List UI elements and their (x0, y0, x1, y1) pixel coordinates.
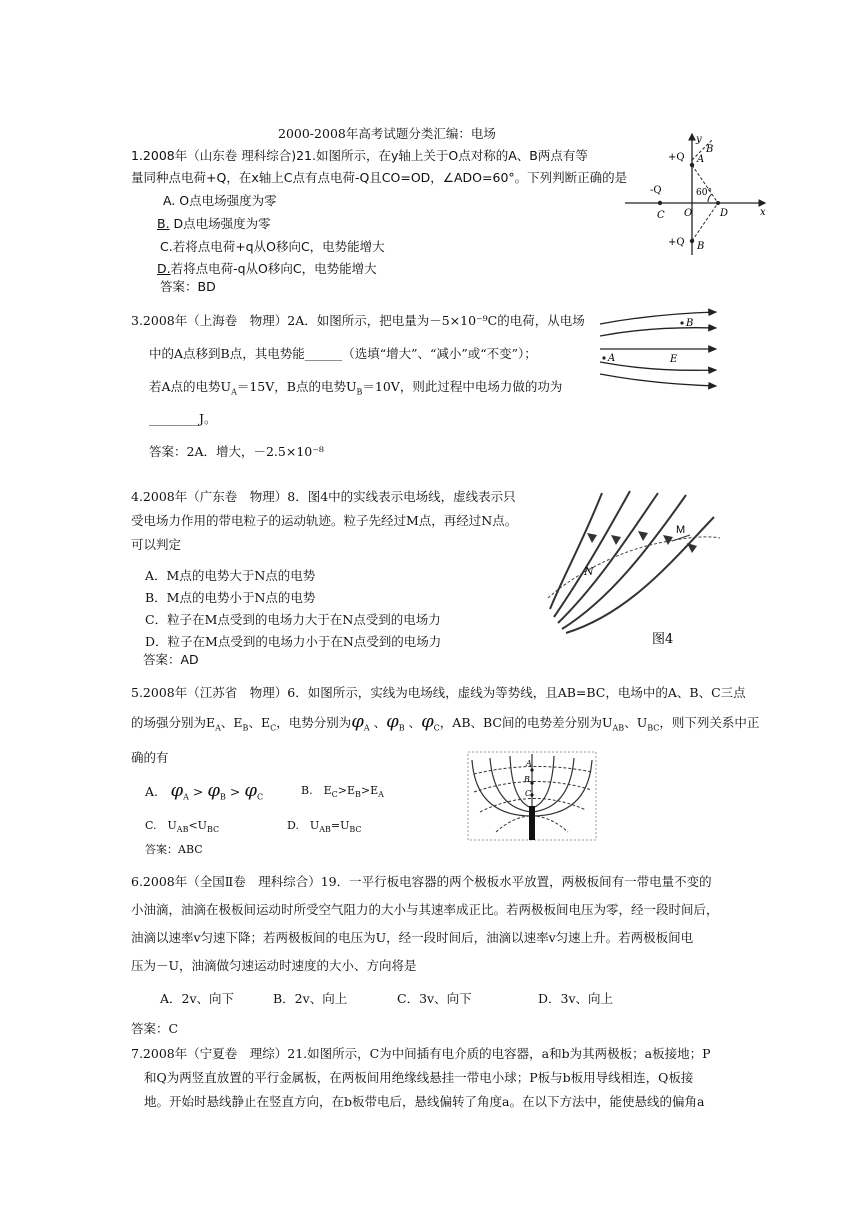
field-line (600, 374, 716, 386)
q5-text: 、E (248, 715, 271, 730)
label-o: O (684, 208, 693, 219)
label-a: A (697, 154, 705, 165)
q5-sub: AB (319, 825, 331, 835)
q1-option-d-text: 若将点电荷-q从O移向C，电势能增大 (170, 261, 377, 276)
q1-answer: 答案：BD (160, 279, 216, 294)
q5-text: ，AB、BC间的电势差分别为U (439, 715, 613, 730)
field-line (550, 493, 602, 609)
q5-text: >E (360, 784, 379, 797)
q1-option-a: A. O点电场强度为零 (163, 193, 277, 208)
q1-line2: 量同种点电荷+Q，在x轴上C点有点电荷-Q且CO=OD，∠ADO=60°。下列判断正确的是 (131, 170, 628, 185)
q5-option-c (145, 818, 219, 838)
q5-sub: BC (349, 825, 362, 835)
phi-symbol: φ (244, 780, 257, 801)
arrow (687, 543, 697, 553)
q5-line1: 5.2008年（江苏省 物理）6．如图所示，实线为电场线，虚线为等势线，且AB=BC，电场中的A、B、C三点 (131, 685, 746, 700)
line-bd (692, 203, 718, 241)
q6-line3: 油滴以速率v匀速下降；若两极板间的电压为U，经一段时间后，油滴以速率v匀速上升。若两极板间电 (131, 930, 694, 945)
q5-sub: C (256, 792, 264, 802)
label-y: y (696, 134, 702, 145)
q4-option-c: C．粒子在M点受到的电场力大于在N点受到的电场力 (145, 612, 441, 627)
q7-line1: 7.2008年（宁夏卷 理综）21.如图所示，C为中间插有电介质的电容器，a和b为其两极板；a板接地；P (131, 1046, 711, 1061)
label-b: B (686, 318, 694, 329)
arrow (611, 535, 621, 545)
phi-symbol: φ (351, 711, 364, 732)
q3-line3-sub-b: B (356, 387, 363, 397)
q5-text: B. E (301, 784, 332, 797)
label-e: E (670, 354, 678, 365)
label-a: A (526, 759, 532, 768)
q5-text: 、U (624, 715, 648, 730)
q4-figure (540, 483, 730, 648)
arrow (663, 535, 673, 545)
q5-sub: C (270, 723, 277, 733)
q5-line3: 确的有 (131, 750, 169, 765)
field-line (562, 495, 686, 629)
q5-gt: > (229, 784, 241, 799)
q5-sub: B (355, 790, 361, 800)
q5-sub: A (363, 723, 370, 733)
q6-line1: 6.2008年（全国Ⅱ卷 理科综合）19．一平行板电容器的两个极板水平放置，两极板间有一带电量不变的 (131, 874, 712, 889)
q5-gt: > (192, 784, 204, 799)
q5-sub: BC (206, 825, 220, 835)
label-d: D (720, 208, 729, 219)
q5-sub: A (215, 723, 221, 733)
q5-option-b (301, 783, 384, 803)
q7-line2: 和Q为两竖直放置的平行金属板，在两板间用绝缘线悬挂一带电小球；P板与b板用导线相连，Q板接 (144, 1070, 694, 1085)
q5-sub: B (398, 723, 405, 733)
q6-option-c: C．3v、向下 (397, 991, 472, 1006)
q3-line3-a: 若A点的电势U (149, 379, 232, 394)
q6-option-b: B．2v、向上 (273, 991, 348, 1006)
field-line (554, 491, 630, 617)
label-minus-q: -Q (650, 185, 662, 196)
q5-sub: BC (647, 723, 660, 733)
q5-sub: AB (176, 825, 189, 835)
q5-text: D. U (287, 819, 320, 832)
field-line (472, 760, 532, 816)
phi-symbol: φ (170, 780, 184, 801)
label-n: N (584, 565, 594, 578)
q5-sub: A (183, 792, 189, 802)
q5-line2: 的场强分别为$E_A$、$E_B$、$E_C$，电势分别为$\varphi_A$ 、$\varphi_B$ 、$\varphi_C$，AB、BC间的电势差分别为$U_{AB}$、$U_{BC}$，则下列关系中正 (131, 711, 760, 733)
phi-symbol: φ (386, 711, 399, 732)
label-c: C (657, 210, 665, 221)
q5-text: >E (337, 784, 355, 797)
q4-line1: 4.2008年（广东卷 物理）8．图4中的实线表示电场线，虚线表示只 (131, 489, 516, 504)
q4-line3: 可以判定 (131, 537, 182, 552)
q4-option-a: A．M点的电势大于N点的电势 (145, 568, 316, 583)
label-x: x (760, 207, 766, 218)
q1-option-b-text: D点电场强度为零 (169, 216, 271, 231)
point-d (716, 201, 720, 205)
label-b-bottom: B (697, 241, 705, 252)
q5-text: =U (330, 819, 350, 832)
label-b-top: B (706, 144, 714, 155)
point-c (658, 201, 662, 205)
q5-option-d (287, 818, 362, 838)
label-plus-q-bottom: +Q (668, 237, 685, 248)
figure-caption: 图4 (652, 632, 674, 647)
q1-option-d (157, 261, 377, 277)
phi-symbol: φ (421, 711, 434, 732)
q5-option-a (145, 780, 264, 806)
q1-option-c: C.若将点电荷+q从O移向C，电势能增大 (160, 239, 385, 254)
q6-option-a: A．2v、向下 (160, 991, 235, 1006)
q5-text: <U (188, 819, 207, 832)
label-plus-q-top: +Q (668, 152, 685, 163)
q6-answer: 答案：C (131, 1021, 179, 1036)
point-b (680, 321, 683, 324)
point-a (690, 163, 694, 167)
label-a: A (608, 353, 616, 364)
q5-sub: C (433, 723, 440, 733)
q3-line4: ________J。 (149, 411, 217, 426)
q3-figure (598, 306, 723, 391)
q5-sub: A (378, 790, 384, 800)
q1-option-d-letter: D. (157, 261, 171, 276)
q4-option-d: D．粒子在M点受到的电场力小于在N点受到的电场力 (145, 634, 442, 649)
arrow (587, 533, 597, 543)
q4-option-b: B．M点的电势小于N点的电势 (145, 590, 316, 605)
page-title: 2000-2008年高考试题分类汇编：电场 (278, 126, 496, 141)
q6-line4: 压为－U，油滴做匀速运动时速度的大小、方向将是 (131, 958, 417, 973)
label-angle: 60° (696, 188, 712, 198)
q3-line3 (149, 379, 562, 401)
field-line (600, 312, 716, 324)
field-line (600, 362, 716, 370)
label-b: B (524, 775, 530, 784)
q4-answer: 答案：AD (143, 652, 199, 667)
arrow (638, 531, 648, 541)
point-a (530, 768, 533, 771)
q5-answer: 答案：ABC (145, 843, 203, 856)
field-line (600, 328, 716, 336)
q5-text: C. U (145, 819, 177, 832)
point-a (602, 356, 605, 359)
q5-text: ，则下列关系中正 (659, 715, 760, 730)
label-m: M (676, 524, 686, 536)
q4-line2: 受电场力作用的带电粒子的运动轨迹。粒子先经过M点，再经过N点。 (131, 513, 518, 528)
q5-sub: B (219, 792, 226, 802)
q3-line2: 中的A点移到B点，其电势能______（选填“增大”、“减小”或“不变”）； (149, 346, 537, 361)
q1-option-b-letter: B. (157, 216, 170, 231)
q5-text: 、E (220, 715, 243, 730)
q5-sub: C (331, 790, 338, 800)
point-b (690, 239, 694, 243)
q6-line2: 小油滴，油滴在极板间运动时所受空气阻力的大小与其速率成正比。若两极板间电压为零，经一段时间后， (131, 902, 719, 917)
phi-symbol: φ (207, 780, 220, 801)
q6-option-d: D．3v、向上 (538, 991, 614, 1006)
q7-line3: 地。开始时悬线静止在竖直方向，在b板带电后，悬线偏转了角度a。在以下方法中，能使悬线的偏角a (144, 1094, 705, 1109)
q1-line1: 1.2008年（山东卷 理科综合)21.如图所示，在y轴上关于O点对称的A、B两点有等 (131, 148, 588, 163)
q3-line1: 3.2008年（上海卷 物理）2A．如图所示，把电量为－5×10⁻⁹C的电荷，从电场 (131, 313, 585, 328)
q3-answer: 答案：2A．增大，－2.5×10⁻⁸ (149, 444, 324, 459)
q3-line3-sub-a: A (231, 387, 237, 397)
q5-sub: B (242, 723, 249, 733)
q5-text: ，电势分别为 (276, 715, 352, 730)
q5-sub: AB (612, 723, 625, 733)
q5-text: 的场强分别为E (131, 715, 216, 730)
charged-rod (529, 806, 535, 840)
q1-option-b (157, 216, 271, 232)
label-c: C (525, 789, 532, 798)
q3-line3-b: ＝15V，B点的电势U (236, 379, 357, 394)
q5-figure (466, 750, 600, 842)
q5-option-a-label: A. (145, 784, 159, 799)
q3-line3-c: ＝10V，则此过程中电场力做的功为 (362, 379, 563, 394)
q1-figure (620, 130, 770, 260)
point-b (530, 781, 533, 784)
